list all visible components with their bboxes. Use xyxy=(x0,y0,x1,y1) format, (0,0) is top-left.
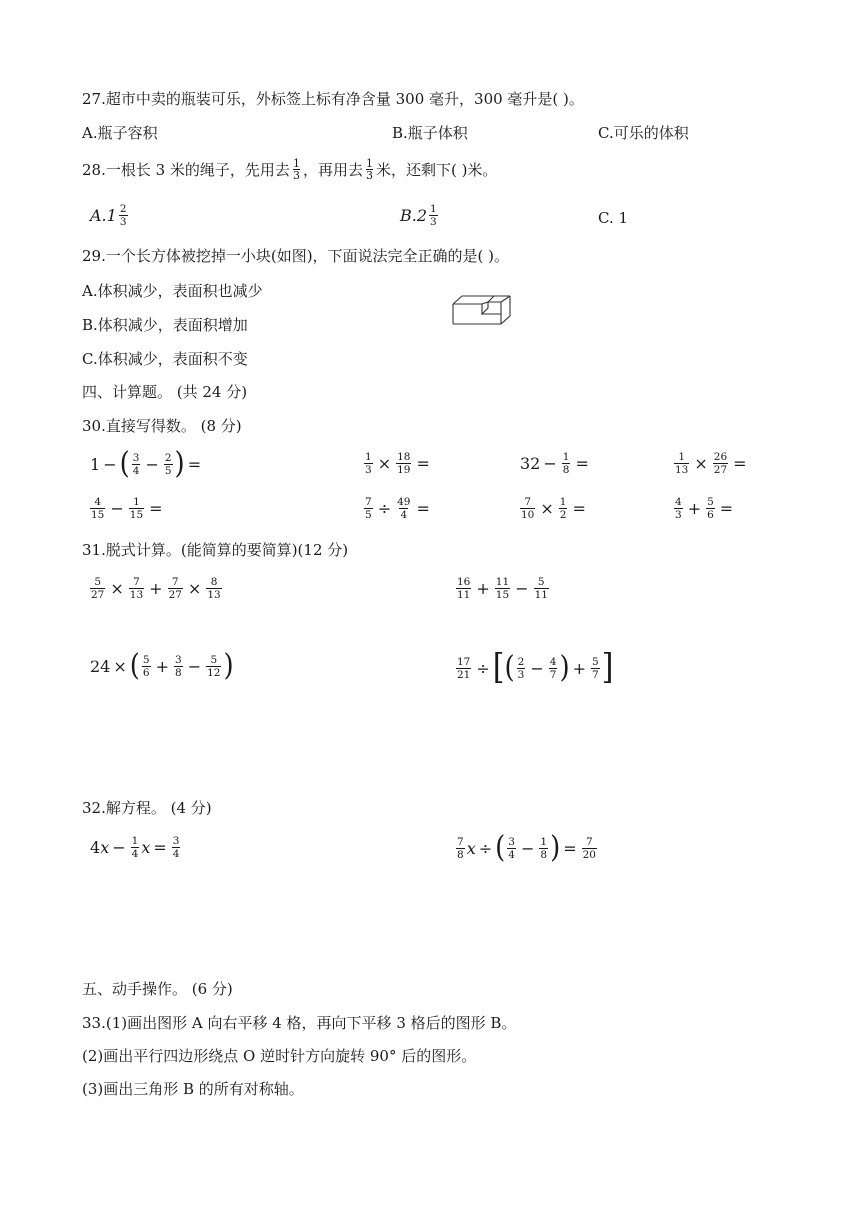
right-bracket: ] xyxy=(601,647,614,688)
numerator: 17 xyxy=(457,655,471,668)
operator: − xyxy=(110,499,124,518)
operator: × xyxy=(187,579,202,598)
fraction xyxy=(517,656,526,681)
left-bracket: [ xyxy=(492,647,505,688)
denominator: 8 xyxy=(457,848,464,861)
q27-option-a: A.瓶子容积 xyxy=(82,124,158,142)
right-paren: ) xyxy=(223,648,234,684)
equals-sign: = xyxy=(563,838,577,858)
operator: × xyxy=(110,579,124,598)
denominator: 11 xyxy=(534,589,548,601)
denominator: 10 xyxy=(521,509,535,521)
denominator: 15 xyxy=(129,509,144,521)
denominator: 3 xyxy=(365,169,373,182)
left-paren: ( xyxy=(495,830,506,866)
numerator: 18 xyxy=(397,451,411,463)
numerator: 26 xyxy=(713,451,728,463)
q32-equation-1 xyxy=(90,835,182,860)
q28-fraction-1 xyxy=(293,158,300,181)
numerator: 1 xyxy=(365,451,372,463)
section-4-heading: 四、计算题。 (共 24 分) xyxy=(82,383,248,401)
operator: − xyxy=(530,658,544,678)
denominator: 4 xyxy=(132,464,140,477)
denominator: 27 xyxy=(713,464,728,476)
numerator: 7 xyxy=(457,835,464,848)
denominator: 4 xyxy=(400,509,408,521)
fraction xyxy=(674,451,689,476)
denominator: 20 xyxy=(582,848,596,861)
fraction xyxy=(539,836,548,861)
numerator: 5 xyxy=(537,576,545,588)
coefficient: 4 xyxy=(90,838,101,857)
numerator: 7 xyxy=(524,496,532,508)
denominator: 5 xyxy=(164,464,172,477)
fraction xyxy=(520,496,535,521)
equals-sign: = xyxy=(187,454,202,474)
denominator: 2 xyxy=(559,509,567,521)
q31-title: 31.脱式计算。(能简算的要简算)(12 分) xyxy=(82,541,349,559)
fraction xyxy=(456,656,471,681)
denominator: 8 xyxy=(562,464,570,476)
operator: ÷ xyxy=(476,658,490,678)
numerator: 2 xyxy=(517,655,525,668)
fraction xyxy=(559,496,568,521)
fraction xyxy=(206,654,221,679)
fraction xyxy=(364,496,373,521)
fraction xyxy=(129,496,144,521)
left-paren: ( xyxy=(129,648,140,684)
fraction xyxy=(495,576,510,601)
numerator: 7 xyxy=(365,496,372,508)
denominator: 8 xyxy=(175,666,182,679)
q30-expression-6 xyxy=(362,496,433,521)
q33-line-3: (3)画出三角形 B 的所有对称轴。 xyxy=(82,1080,304,1098)
numerator: 1 xyxy=(133,496,140,508)
q30-expression-1 xyxy=(90,446,204,482)
denominator: 12 xyxy=(207,666,221,679)
operator: + xyxy=(687,499,702,518)
q31-calc-3 xyxy=(90,648,234,684)
denominator: 6 xyxy=(142,666,150,679)
variable: x xyxy=(100,838,110,857)
operator: + xyxy=(149,579,163,598)
numerator: 16 xyxy=(457,576,471,588)
operator: − xyxy=(187,656,202,676)
denominator: 15 xyxy=(91,509,105,521)
q28-stem-part2: ，再用去 xyxy=(302,160,363,179)
q29-option-b: B.体积减少，表面积增加 xyxy=(82,316,248,334)
fraction xyxy=(456,836,465,861)
left-paren: ( xyxy=(504,650,515,686)
operator: − xyxy=(112,838,126,857)
denominator: 4 xyxy=(172,848,180,860)
numerator: 1 xyxy=(559,496,567,508)
option-b-prefix: B.2 xyxy=(400,206,428,225)
equals-sign: = xyxy=(416,499,430,518)
fraction xyxy=(507,836,516,861)
numerator: 11 xyxy=(495,576,510,588)
denominator: 3 xyxy=(430,216,437,228)
q31-calc-2 xyxy=(454,576,551,601)
q28-option-a xyxy=(90,203,130,228)
numerator: 7 xyxy=(133,576,140,588)
option-a-fraction xyxy=(119,203,128,228)
operator: − xyxy=(103,454,117,474)
operand: 1 xyxy=(90,454,101,474)
numerator: 1 xyxy=(678,451,686,463)
q29-option-c: C.体积减少，表面积不变 xyxy=(82,350,248,368)
fraction xyxy=(713,451,728,476)
denominator: 15 xyxy=(495,589,510,601)
option-b-fraction xyxy=(429,203,438,228)
denominator: 13 xyxy=(675,464,689,476)
numerator: 1 xyxy=(365,157,373,170)
fraction xyxy=(396,451,411,476)
q30-expression-7 xyxy=(518,496,589,521)
q28-option-c: C. 1 xyxy=(598,209,629,227)
variable: x xyxy=(466,838,476,858)
equals-sign: = xyxy=(153,838,167,857)
q30-expression-4 xyxy=(672,451,750,476)
left-paren: ( xyxy=(119,446,130,482)
fraction xyxy=(364,451,373,476)
fraction xyxy=(90,496,105,521)
fraction xyxy=(456,576,471,601)
fraction xyxy=(396,496,411,521)
fraction xyxy=(534,576,549,601)
numerator: 5 xyxy=(592,655,599,668)
numerator: 4 xyxy=(675,496,682,508)
numerator: 3 xyxy=(172,835,180,847)
numerator: 1 xyxy=(562,451,570,463)
section-5-heading: 五、动手操作。 (6 分) xyxy=(82,980,233,998)
q27-stem: 27.超市中卖的瓶装可乐，外标签上标有净含量 300 毫升，300 毫升是( )。 xyxy=(82,90,584,108)
numerator: 2 xyxy=(164,451,172,464)
operator: ÷ xyxy=(377,499,392,518)
operator: − xyxy=(543,454,557,473)
fraction xyxy=(168,576,183,601)
denominator: 3 xyxy=(517,668,525,681)
fraction xyxy=(706,496,715,521)
numerator: 4 xyxy=(549,655,557,668)
operator: + xyxy=(476,579,490,598)
q31-calc-1 xyxy=(88,576,224,601)
operator: × xyxy=(540,499,554,518)
q30-title: 30.直接写得数。 (8 分) xyxy=(82,417,242,435)
q30-expression-3 xyxy=(520,451,592,476)
cuboid-with-notch-figure xyxy=(452,292,512,326)
numerator: 49 xyxy=(397,496,411,508)
equals-sign: = xyxy=(149,499,163,518)
option-a-prefix: A.1 xyxy=(90,206,117,225)
denominator: 4 xyxy=(131,848,139,860)
operator: + xyxy=(572,658,586,678)
fraction xyxy=(582,836,597,861)
operator: × xyxy=(113,656,127,676)
numerator: 3 xyxy=(132,451,140,464)
operator: − xyxy=(520,838,535,858)
equals-sign: = xyxy=(572,499,586,518)
numerator: 7 xyxy=(585,835,593,848)
numerator: 7 xyxy=(171,576,179,588)
numerator: 3 xyxy=(175,653,182,666)
q29-option-a: A.体积减少，表面积也减少 xyxy=(82,282,263,300)
fraction xyxy=(131,835,140,860)
denominator: 13 xyxy=(129,589,144,601)
numerator: 1 xyxy=(540,835,548,848)
equals-sign: = xyxy=(416,454,430,473)
q27-option-b: B.瓶子体积 xyxy=(392,124,468,142)
denominator: 27 xyxy=(91,589,105,601)
fraction xyxy=(562,451,571,476)
equals-sign: = xyxy=(575,454,589,473)
right-paren: ) xyxy=(174,446,185,482)
q32-title: 32.解方程。 (4 分) xyxy=(82,799,212,817)
denominator: 3 xyxy=(675,509,682,521)
q29-stem: 29.一个长方体被挖掉一小块(如图)，下面说法完全正确的是( )。 xyxy=(82,247,510,265)
denominator: 8 xyxy=(540,848,548,861)
numerator: 5 xyxy=(210,653,218,666)
denominator: 5 xyxy=(365,509,372,521)
denominator: 4 xyxy=(508,848,515,861)
numerator: 5 xyxy=(142,653,150,666)
q28-stem-part1: 28.一根长 3 米的绳子，先用去 xyxy=(82,160,290,179)
fraction xyxy=(174,654,183,679)
operator: × xyxy=(377,454,392,473)
operand: 24 xyxy=(90,656,111,676)
q28-stem-part3: 米，还剩下( )米。 xyxy=(375,160,498,179)
fraction xyxy=(206,576,221,601)
q33-line-1: 33.(1)画出图形 A 向右平移 4 格，再向下平移 3 格后的图形 B。 xyxy=(82,1014,517,1032)
right-paren: ) xyxy=(559,650,570,686)
numerator: 1 xyxy=(292,157,300,170)
operator: ÷ xyxy=(478,838,493,858)
fraction xyxy=(549,656,558,681)
equals-sign: = xyxy=(719,499,734,518)
denominator: 13 xyxy=(207,589,221,601)
q27-option-c: C.可乐的体积 xyxy=(598,124,689,142)
q30-expression-2 xyxy=(362,451,433,476)
numerator: 8 xyxy=(210,576,218,588)
numerator: 4 xyxy=(94,496,102,508)
numerator: 1 xyxy=(430,203,437,215)
operator: − xyxy=(515,579,529,598)
fraction xyxy=(591,656,600,681)
operator: × xyxy=(694,454,708,473)
q30-expression-5 xyxy=(88,496,166,521)
variable: x xyxy=(141,838,151,857)
operand: 32 xyxy=(520,454,541,473)
numerator: 3 xyxy=(508,835,515,848)
denominator: 7 xyxy=(549,668,557,681)
numerator: 1 xyxy=(131,835,139,847)
q28-option-b xyxy=(400,203,440,228)
denominator: 7 xyxy=(592,668,599,681)
right-paren: ) xyxy=(550,830,561,866)
fraction xyxy=(132,452,141,477)
denominator: 6 xyxy=(707,509,714,521)
fraction xyxy=(129,576,144,601)
denominator: 19 xyxy=(397,464,411,476)
q31-calc-4 xyxy=(454,647,614,688)
fraction xyxy=(164,452,173,477)
q28-stem xyxy=(82,158,497,181)
operator: − xyxy=(145,454,159,474)
denominator: 27 xyxy=(168,589,182,601)
denominator: 21 xyxy=(457,668,471,681)
fraction xyxy=(172,835,181,860)
q30-expression-8 xyxy=(672,496,736,521)
denominator: 3 xyxy=(365,464,372,476)
q33-line-2: (2)画出平行四边形绕点 O 逆时针方向旋转 90° 后的图形。 xyxy=(82,1047,477,1065)
q28-fraction-2 xyxy=(366,158,373,181)
denominator: 3 xyxy=(292,169,300,182)
equals-sign: = xyxy=(733,454,747,473)
fraction xyxy=(142,654,151,679)
numerator: 5 xyxy=(707,496,714,508)
denominator: 3 xyxy=(119,216,127,228)
operator: + xyxy=(155,656,170,676)
numerator: 2 xyxy=(119,203,127,215)
fraction xyxy=(90,576,105,601)
fraction xyxy=(674,496,683,521)
q32-equation-2 xyxy=(454,830,599,866)
denominator: 11 xyxy=(457,589,471,601)
numerator: 5 xyxy=(94,576,102,588)
